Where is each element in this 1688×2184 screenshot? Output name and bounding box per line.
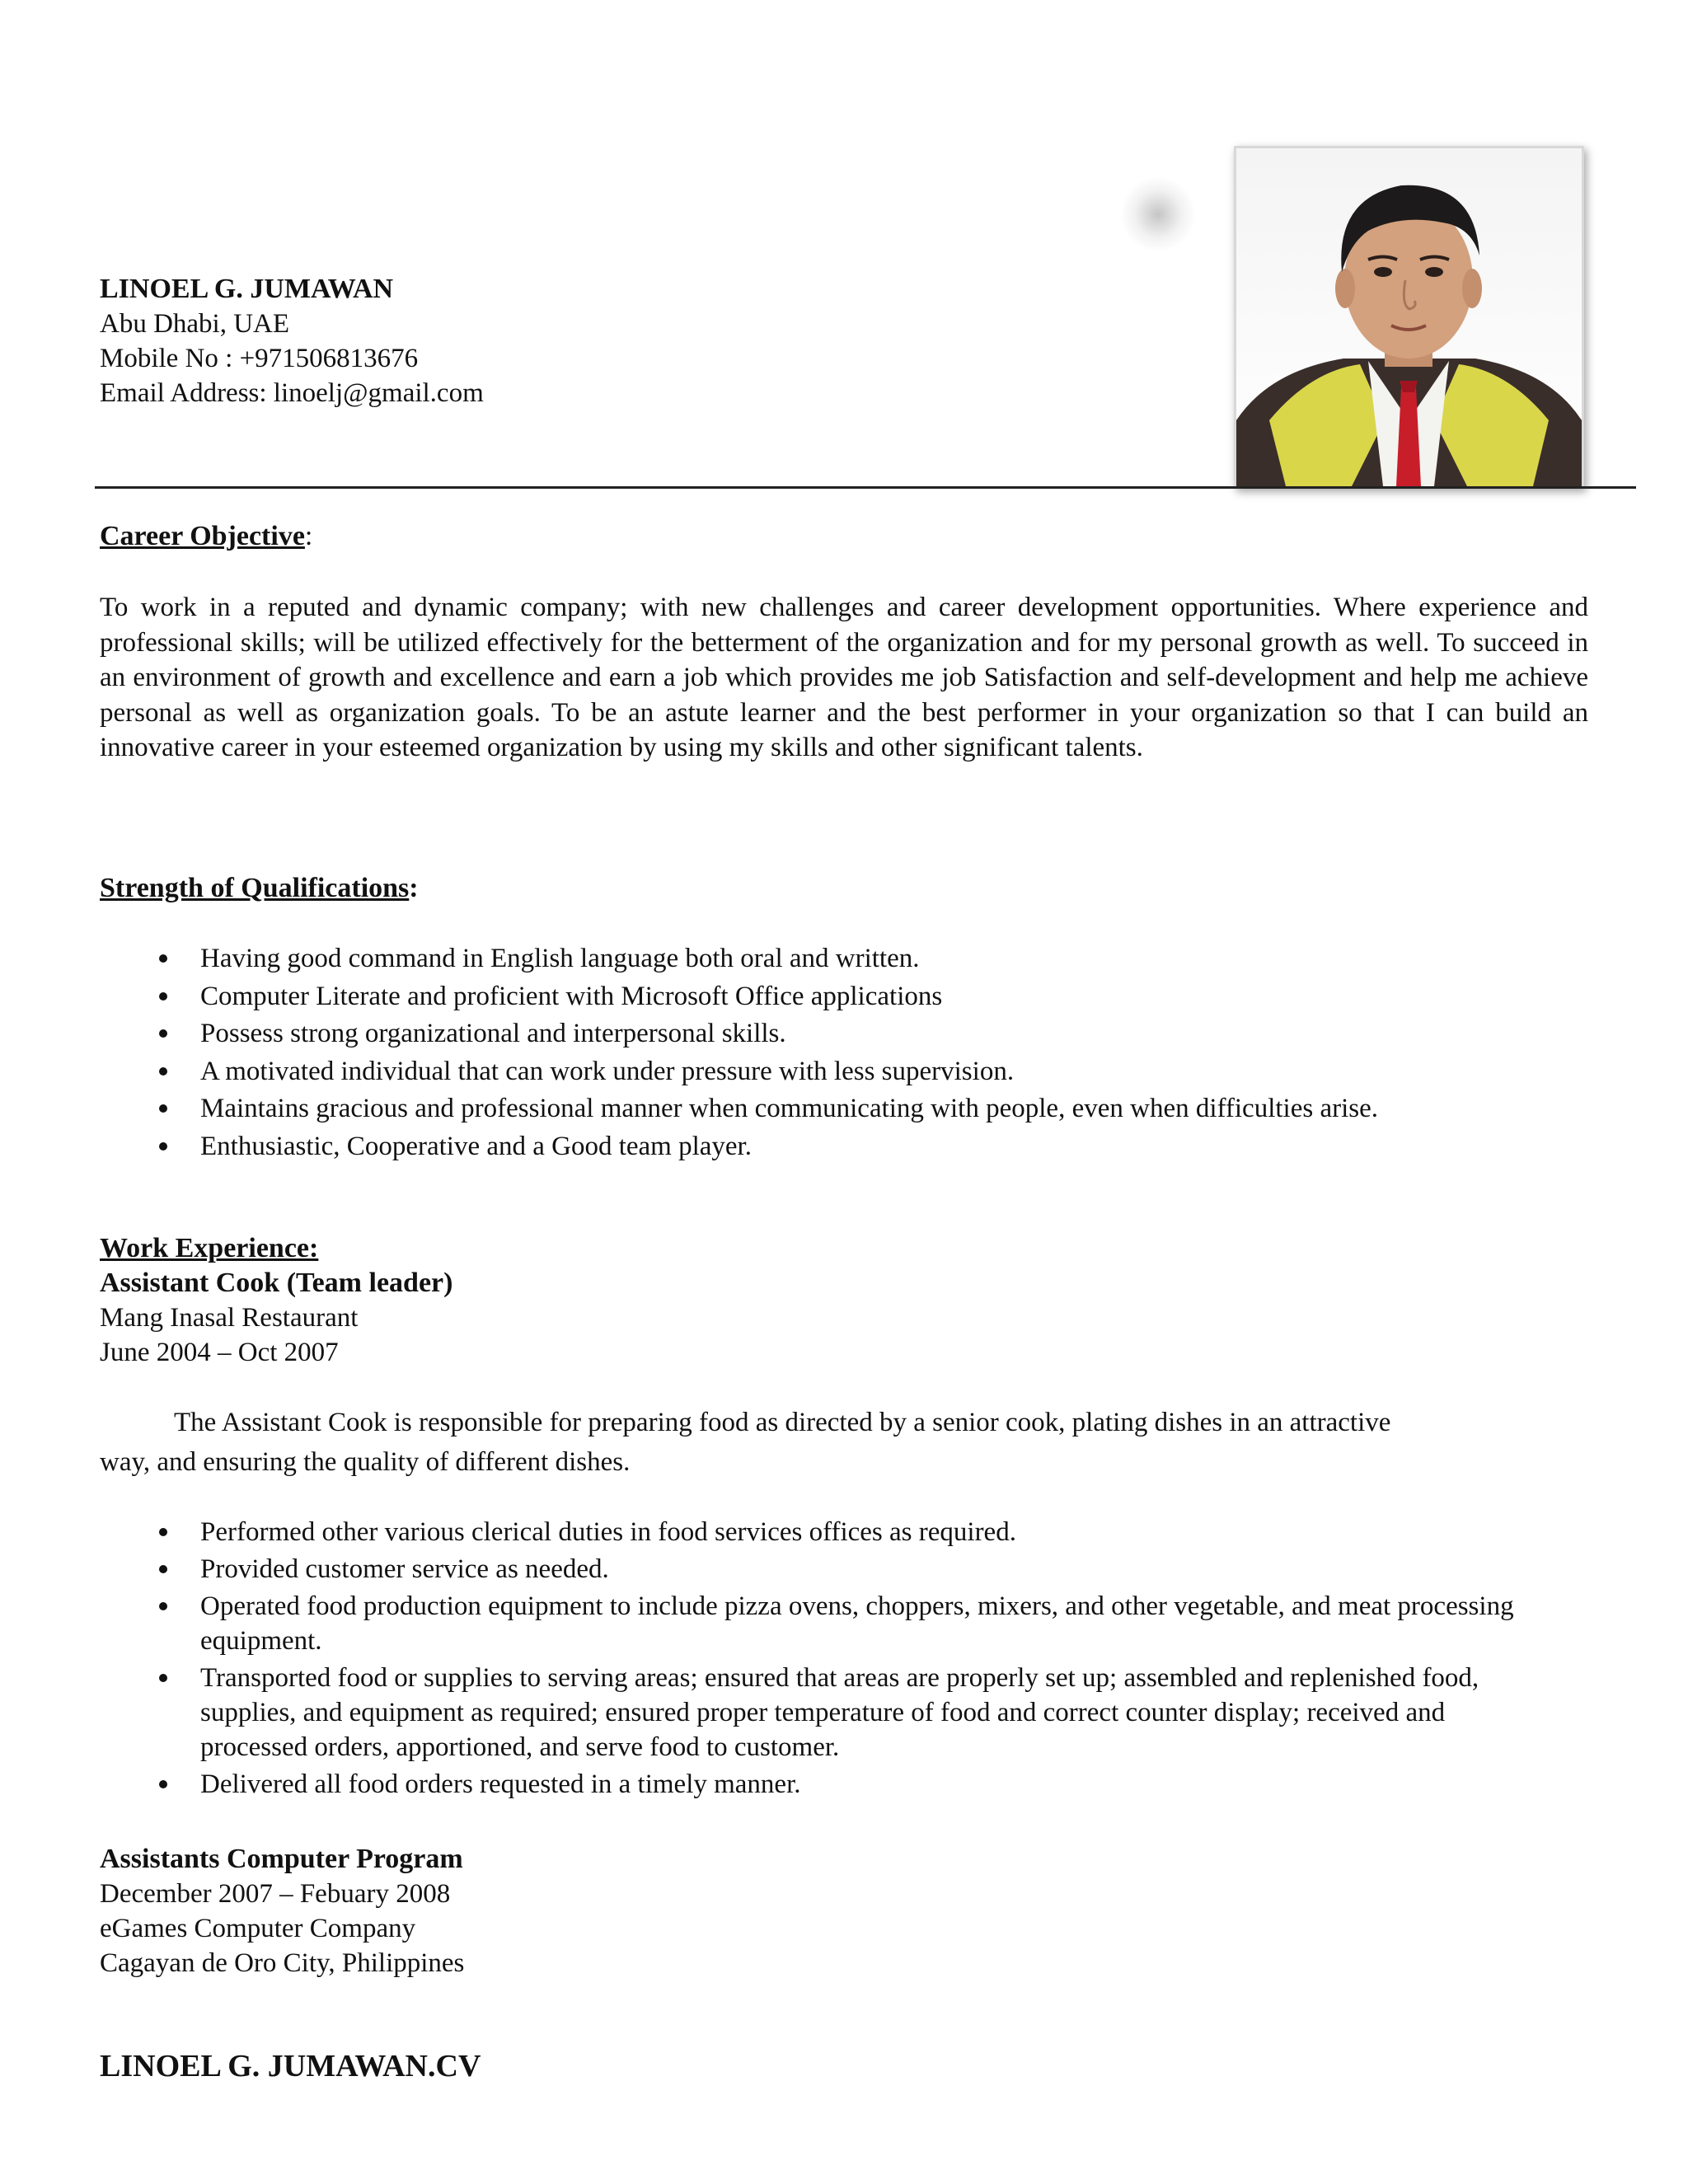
profile-photo [1234,146,1584,489]
footer-label: LINOEL G. JUMAWAN.CV [100,2049,481,2083]
list-item: Possess strong organizational and interpersonal skills. [100,1015,1600,1053]
strengths-heading: Strength of Qualifications [100,873,410,903]
career-objective-colon: : [304,521,313,551]
job1-title: Assistant Cook (Team leader) [100,1268,453,1298]
strengths-colon: : [409,873,419,903]
job2-company: eGames Computer Company [100,1914,416,1943]
strengths-list [100,940,1600,1165]
contact-block [100,272,484,410]
job2-title: Assistants Computer Program [100,1844,463,1874]
list-item: Operated food production equipment to include pizza ovens, choppers, mixers, and other vegetable, and meat processing equipment. [100,1589,1559,1658]
job2-dates: December 2007 – Febuary 2008 [100,1879,451,1909]
list-item: Computer Literate and proficient with Microsoft Office applications [100,978,1600,1016]
job2-location: Cagayan de Oro City, Philippines [100,1948,465,1978]
job1-company: Mang Inasal Restaurant [100,1303,359,1333]
list-item: A motivated individual that can work under pressure with less supervision. [100,1053,1600,1091]
photo-smudge [1121,177,1195,251]
list-item: Having good command in English language both oral and written. [100,940,1600,978]
list-item: Enthusiastic, Cooperative and a Good team player. [100,1128,1600,1166]
list-item: Maintains gracious and professional manner when communicating with people, even when difficulties arise. [100,1090,1600,1128]
list-item: Provided customer service as needed. [100,1552,1559,1586]
job2-block [100,1842,464,1980]
graduation-portrait-icon [1236,148,1582,486]
strengths-heading-row [100,871,419,906]
job1-dates: June 2004 – Oct 2007 [100,1338,339,1367]
mobile-text: Mobile No : +971506813676 [100,344,419,373]
career-objective-text: To work in a reputed and dynamic company; with new challenges and career development opportunities. Where experience and professional skills; will be utilized effectively for the betterment of the organization and for my personal growth as well. To succeed in an environment of growth and excellence and earn a job which provides me job Satisfaction and self-development and help me achieve personal as well as organization goals. To be an astute learner and the best performer in your organization so that I can build an innovative career in your esteemed organization by using my skills and other significant talents. [100,593,1588,762]
work-experience-heading: Work Experience: [100,1233,319,1263]
applicant-name: LINOEL G. JUMAWAN [100,274,394,304]
job1-description-line1: The Assistant Cook is responsible for preparing food as directed by a senior cook, plating dishes in an attractive [174,1408,1391,1437]
job1-duties-list [100,1515,1559,1802]
career-objective-heading: Career Objective [100,521,305,551]
job1-description-line2: way, and ensuring the quality of different dishes. [100,1447,631,1477]
location-text: Abu Dhabi, UAE [100,309,290,339]
list-item: Delivered all food orders requested in a timely manner. [100,1767,1559,1802]
list-item: Transported food or supplies to serving areas; ensured that areas are properly set up; assembled and replenished food, supplies, and equipment as required; ensured proper temperature of food and correct counter display; received and processed orders, apportioned, and serve food to customer. [100,1661,1559,1765]
header-divider [95,486,1636,489]
list-item: Performed other various clerical duties in food services offices as required. [100,1515,1559,1549]
work-experience-block [100,1231,452,1370]
career-objective-heading-row [100,519,312,554]
email-text: Email Address: linoelj@gmail.com [100,378,484,408]
